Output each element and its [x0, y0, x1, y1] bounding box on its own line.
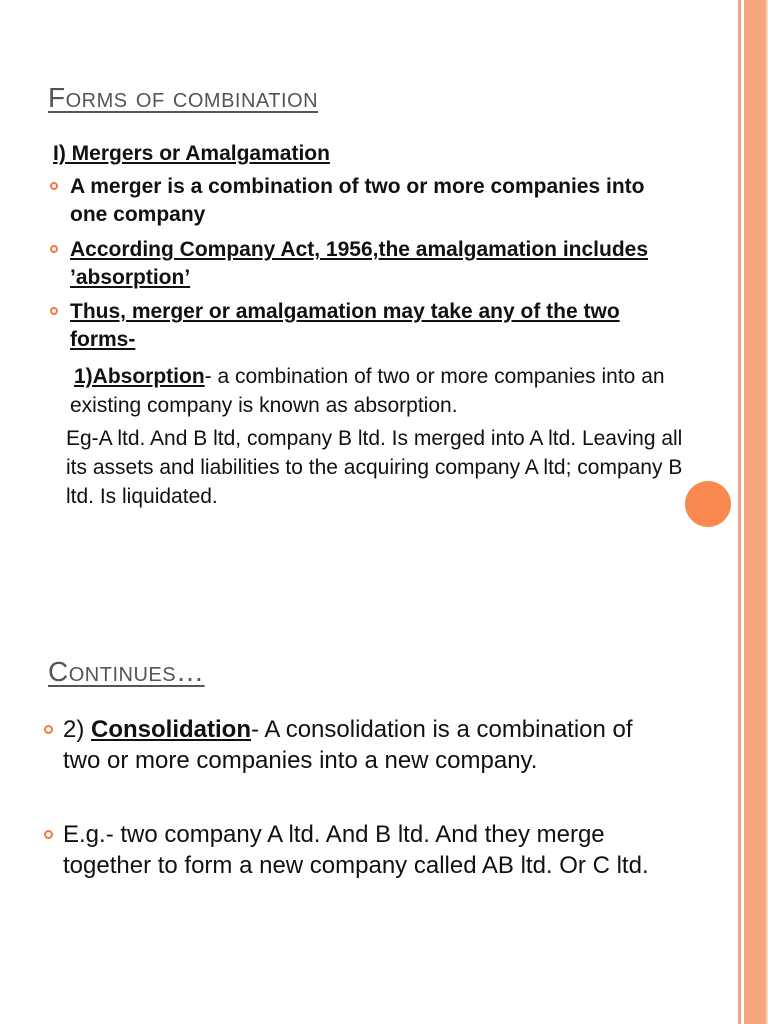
bullet-consolidation-example — [63, 819, 673, 881]
subheading-mergers: I) Mergers or Amalgamation — [53, 142, 330, 165]
decorative-side-stripes — [738, 0, 768, 1024]
consolidation-term: Consolidation — [91, 716, 251, 743]
absorption-example: Eg-A ltd. And B ltd, company B ltd. Is merged into A ltd. Leaving all its assets and liabilities to the acquiring company A ltd; company B ltd. Is liquidated. — [66, 427, 683, 508]
bullet-icon — [50, 245, 58, 253]
bullet-consolidation — [63, 714, 673, 776]
consolidation-prefix: 2) — [63, 716, 92, 743]
absorption-term: 1)Absorption — [74, 365, 205, 388]
bullet-icon — [44, 725, 53, 734]
bullet-merger-definition — [70, 173, 670, 229]
bullet-text: According Company Act, 1956,the amalgamation includes ’absorption’ — [70, 238, 649, 289]
absorption-text: - a combination of two or more companies into an existing company is known as absorption. — [70, 365, 665, 417]
bullet-text: E.g.- two company A ltd. And B ltd. And they merge together to form a new company called AB ltd. Or C ltd. — [63, 821, 649, 879]
bullet-company-act — [70, 236, 670, 292]
bullet-two-forms — [70, 298, 670, 354]
consolidation-text: - A consolidation is a combination of two or more companies into a new company. — [63, 716, 633, 774]
bullet-icon — [50, 307, 58, 315]
bullet-icon — [50, 182, 58, 190]
slide-continues — [0, 520, 740, 1024]
absorption-paragraph — [70, 362, 680, 420]
slide-title: Continues… — [48, 656, 205, 687]
bullet-text: A merger is a combination of two or more companies into one company — [70, 175, 645, 226]
slide-forms-of-combination — [0, 0, 740, 520]
bullet-icon — [44, 830, 53, 839]
bullet-text: Thus, merger or amalgamation may take any of the two forms- — [70, 300, 620, 351]
slide-title: Forms of combination — [48, 82, 319, 113]
